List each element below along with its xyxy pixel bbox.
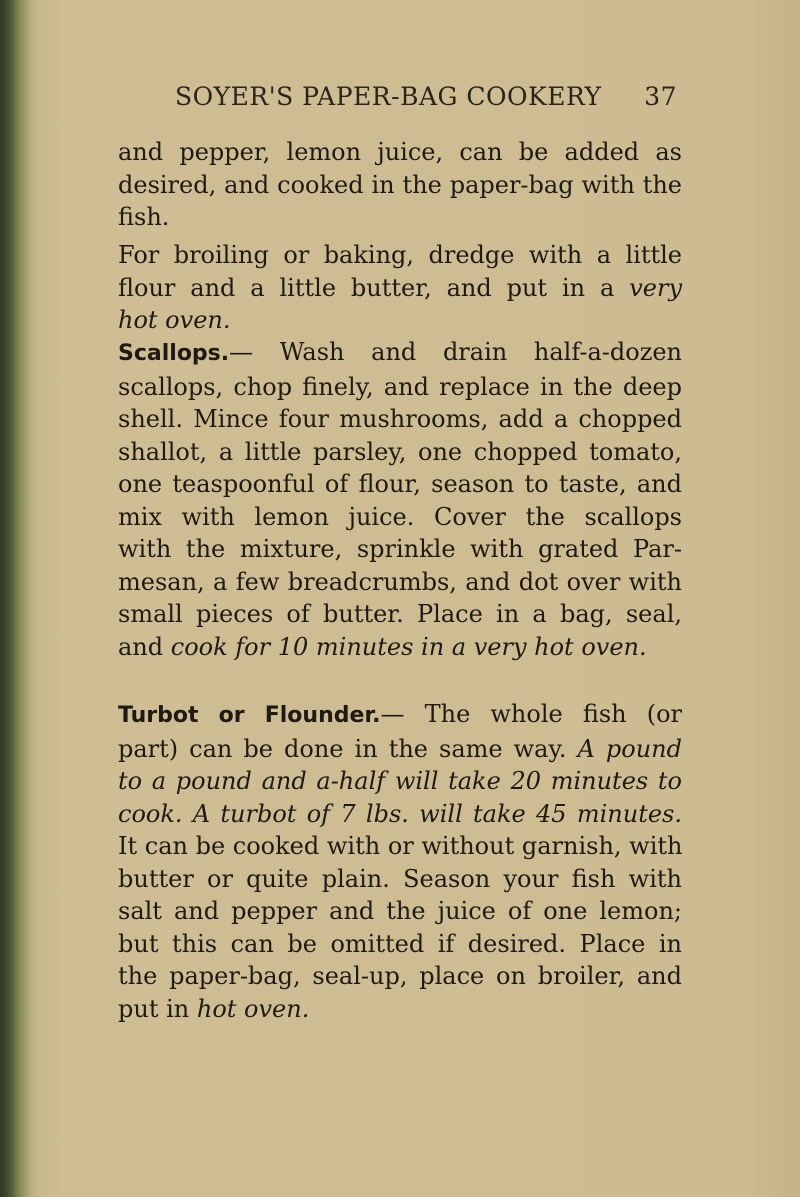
book-title: SOYER'S PAPER-BAG COOKERY <box>175 82 602 111</box>
paragraph-seasoning <box>118 136 682 234</box>
text-line: the paper-bag, seal-up, place on broiler, and <box>118 962 682 990</box>
text-line: shallot, a little parsley, one chopped tomato, <box>118 437 682 466</box>
text-line: fish. <box>118 203 170 231</box>
emphasis-text: A pound <box>577 734 682 763</box>
emphasis-line: cook. A turbot of 7 lbs. will take 45 minutes. <box>118 799 682 828</box>
paragraph-broiling <box>118 239 682 337</box>
text-line: small pieces of butter. Place in a bag, seal, <box>118 600 682 628</box>
text-run: put in <box>118 994 197 1023</box>
text-line: mix with lemon juice. Cover the scallops <box>118 502 682 531</box>
text-line: but this can be omitted if desired. Place in <box>118 929 682 958</box>
recipe-turbot <box>118 698 682 1025</box>
text-line <box>118 272 682 305</box>
text-run: — The whole fish (or <box>380 700 682 728</box>
text-line: desired, and cooked in the paper-bag with the <box>118 170 682 199</box>
text-run: and <box>118 632 171 661</box>
binding-shadow <box>0 0 30 1197</box>
running-header <box>175 82 677 118</box>
emphasis-text: cook for 10 minutes in a very hot oven. <box>170 632 647 661</box>
text-line: It can be cooked with or without garnish, with <box>118 832 683 860</box>
text-line: For broiling or baking, dredge with a little <box>118 241 682 269</box>
recipe-heading: Turbot or Flounder. <box>118 703 381 728</box>
text-line: shell. Mince four mushrooms, add a chopped <box>118 405 682 433</box>
emphasis-text: very <box>629 273 682 302</box>
emphasis-line: hot oven. <box>118 306 231 334</box>
text-line: one teaspoonful of flour, season to taste, and <box>118 470 682 498</box>
emphasis-line: to a pound and a-half will take 20 minutes to <box>118 767 682 795</box>
recipe-heading: Scallops. <box>118 341 230 366</box>
emphasis-text: hot oven. <box>196 994 310 1023</box>
text-line: with the mixture, sprinkle with grated Par- <box>118 535 682 563</box>
text-line: mesan, a few breadcrumbs, and dot over with <box>118 567 682 596</box>
recipe-scallops <box>118 336 682 663</box>
text-line: salt and pepper and the juice of one lemon; <box>118 897 682 925</box>
text-line <box>118 631 682 664</box>
text-line: and pepper, lemon juice, can be added as <box>118 138 682 166</box>
text-run: — Wash and drain half-a-dozen <box>229 338 682 366</box>
text-line: scallops, chop finely, and replace in the deep <box>118 372 682 401</box>
text-line: butter or quite plain. Season your fish with <box>118 864 682 893</box>
text-line <box>118 733 682 766</box>
text-line <box>118 993 682 1026</box>
text-line <box>118 336 682 371</box>
text-run: flour and a little butter, and put in a <box>118 273 630 302</box>
text-run: part) can be done in the same way. <box>118 734 578 763</box>
text-line <box>118 698 682 733</box>
page-number: 37 <box>644 82 677 111</box>
